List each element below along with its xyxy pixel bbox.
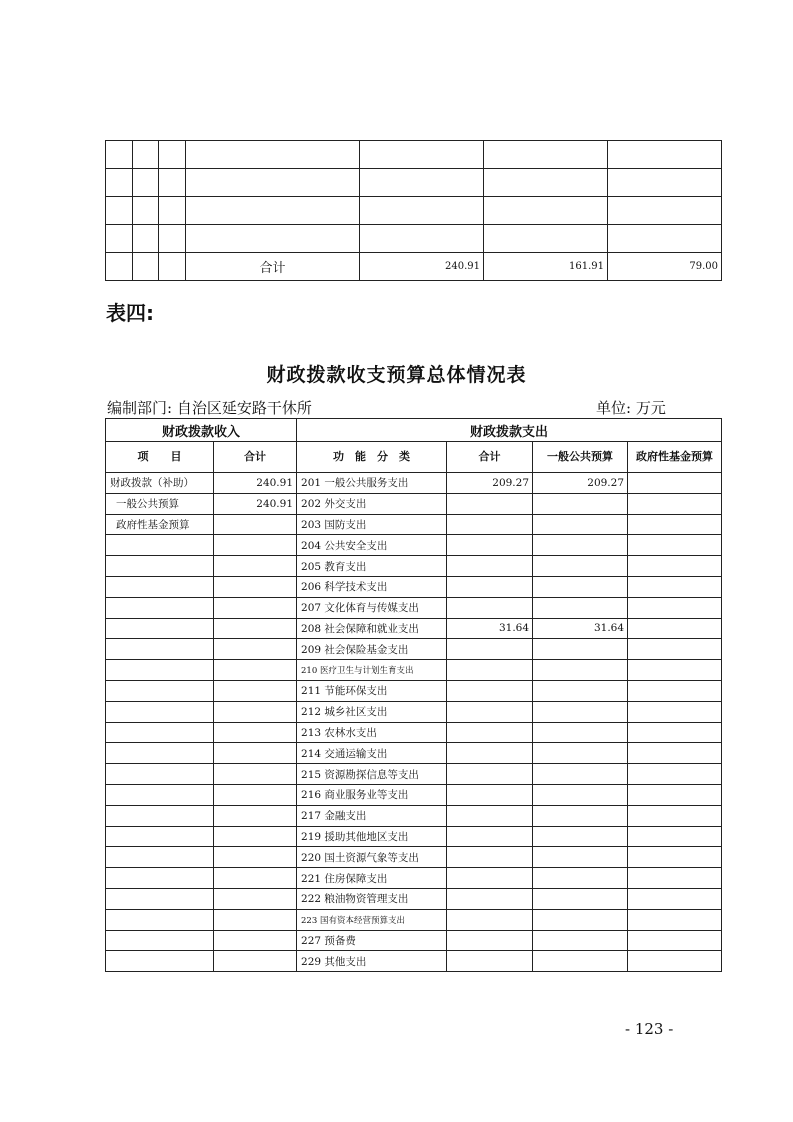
col-header-general-budget: 一般公共预算 (533, 442, 628, 473)
income-item (106, 805, 214, 826)
expense-fund-budget (628, 847, 722, 868)
table-cell (159, 141, 186, 169)
table-cell (106, 197, 133, 225)
expense-fund-budget (628, 805, 722, 826)
expense-fund-budget (628, 868, 722, 889)
income-total (214, 868, 297, 889)
expense-total (447, 514, 533, 535)
expense-general-budget (533, 930, 628, 951)
income-item (106, 847, 214, 868)
income-item (106, 909, 214, 930)
expense-general-budget (533, 556, 628, 577)
table-row (106, 826, 722, 847)
table-cell (159, 169, 186, 197)
table-cell (159, 253, 186, 281)
expense-total (447, 680, 533, 701)
table-row (106, 680, 722, 701)
expense-category: 219 援助其他地区支出 (297, 826, 447, 847)
expense-category: 211 节能环保支出 (297, 680, 447, 701)
expense-fund-budget (628, 597, 722, 618)
table-cell (106, 225, 133, 253)
expense-category: 205 教育支出 (297, 556, 447, 577)
table-cell (484, 141, 608, 169)
expense-total (447, 951, 533, 972)
expense-general-budget (533, 764, 628, 785)
expense-total (447, 764, 533, 785)
expense-group-header: 财政拨款支出 (297, 419, 722, 442)
expense-fund-budget (628, 826, 722, 847)
table-row (106, 847, 722, 868)
expense-total (447, 597, 533, 618)
expense-fund-budget (628, 930, 722, 951)
table-cell (186, 197, 360, 225)
table-cell (360, 225, 484, 253)
expense-general-budget (533, 660, 628, 681)
expense-total (447, 805, 533, 826)
expense-general-budget (533, 514, 628, 535)
expense-category: 229 其他支出 (297, 951, 447, 972)
table-title: 财政拨款收支预算总体情况表 (266, 364, 527, 386)
table-cell (133, 253, 159, 281)
income-total (214, 680, 297, 701)
expense-category: 208 社会保障和就业支出 (297, 618, 447, 639)
expense-fund-budget (628, 701, 722, 722)
table-cell (484, 169, 608, 197)
expense-fund-budget (628, 618, 722, 639)
expense-fund-budget (628, 556, 722, 577)
col-header-category: 功 能 分 类 (297, 442, 447, 473)
column-header-row (106, 442, 722, 473)
expense-total (447, 847, 533, 868)
table-row (106, 639, 722, 660)
expense-general-budget (533, 805, 628, 826)
income-total (214, 826, 297, 847)
expense-general-budget (533, 639, 628, 660)
expense-category: 202 外交支出 (297, 493, 447, 514)
expense-total (447, 784, 533, 805)
table-row (106, 473, 722, 494)
expense-total (447, 639, 533, 660)
table-row (106, 493, 722, 514)
table-row (106, 909, 722, 930)
expense-fund-budget (628, 514, 722, 535)
table-cell (360, 141, 484, 169)
expense-category: 212 城乡社区支出 (297, 701, 447, 722)
expense-category: 206 科学技术支出 (297, 576, 447, 597)
expense-total (447, 743, 533, 764)
table-cell (159, 225, 186, 253)
income-item (106, 764, 214, 785)
expense-fund-budget (628, 909, 722, 930)
table-label: 表四: (106, 301, 154, 325)
income-total (214, 784, 297, 805)
income-total (214, 660, 297, 681)
expense-total (447, 660, 533, 681)
income-total (214, 930, 297, 951)
income-total (214, 743, 297, 764)
table-row (106, 576, 722, 597)
expense-category: 222 粮油物资管理支出 (297, 888, 447, 909)
income-item (106, 639, 214, 660)
income-total (214, 888, 297, 909)
income-item: 一般公共预算 (106, 493, 214, 514)
expense-category: 213 农林水支出 (297, 722, 447, 743)
expense-fund-budget (628, 660, 722, 681)
table-cell (484, 197, 608, 225)
income-item (106, 826, 214, 847)
expense-category: 210 医疗卫生与计划生育支出 (297, 660, 447, 681)
top-table-fragment (105, 140, 722, 281)
expense-total (447, 868, 533, 889)
income-total (214, 556, 297, 577)
income-total (214, 805, 297, 826)
expense-fund-budget (628, 888, 722, 909)
table-row (106, 888, 722, 909)
table-cell (133, 141, 159, 169)
table-cell (186, 141, 360, 169)
expense-category: 214 交通运输支出 (297, 743, 447, 764)
expense-fund-budget (628, 680, 722, 701)
table-cell (608, 141, 722, 169)
income-total (214, 639, 297, 660)
expense-general-budget (533, 576, 628, 597)
expense-total: 31.64 (447, 618, 533, 639)
table-row (106, 514, 722, 535)
table-row (106, 784, 722, 805)
expense-general-budget (533, 951, 628, 972)
income-item (106, 701, 214, 722)
table-row (106, 535, 722, 556)
table-cell (484, 225, 608, 253)
table-cell (608, 169, 722, 197)
expense-general-budget (533, 722, 628, 743)
expense-fund-budget (628, 473, 722, 494)
income-item (106, 888, 214, 909)
expense-category: 204 公共安全支出 (297, 535, 447, 556)
income-item (106, 743, 214, 764)
expense-fund-budget (628, 535, 722, 556)
table-row (106, 597, 722, 618)
table-cell (106, 169, 133, 197)
table-cell (106, 141, 133, 169)
expense-total (447, 556, 533, 577)
income-total (214, 535, 297, 556)
expense-total (447, 888, 533, 909)
table-row (106, 868, 722, 889)
income-item (106, 951, 214, 972)
income-total (214, 576, 297, 597)
income-total: 240.91 (214, 473, 297, 494)
income-total (214, 618, 297, 639)
expense-general-budget (533, 680, 628, 701)
expense-fund-budget (628, 576, 722, 597)
income-total (214, 909, 297, 930)
expense-general-budget (533, 826, 628, 847)
expense-general-budget (533, 597, 628, 618)
expense-category: 216 商业服务业等支出 (297, 784, 447, 805)
table-cell (186, 169, 360, 197)
table-cell (360, 197, 484, 225)
income-item (106, 556, 214, 577)
expense-fund-budget (628, 639, 722, 660)
budget-table (105, 418, 722, 972)
expense-total: 209.27 (447, 473, 533, 494)
expense-fund-budget (628, 743, 722, 764)
expense-category: 207 文化体育与传媒支出 (297, 597, 447, 618)
expense-fund-budget (628, 951, 722, 972)
col-header-item: 项 目 (106, 442, 214, 473)
expense-general-budget (533, 743, 628, 764)
expense-fund-budget (628, 764, 722, 785)
total-value: 161.91 (484, 253, 608, 281)
income-item (106, 618, 214, 639)
table-row (106, 141, 722, 169)
expense-general-budget: 209.27 (533, 473, 628, 494)
department-label: 编制部门: 自治区延安路干休所 (107, 399, 312, 417)
expense-general-budget (533, 784, 628, 805)
table-cell (360, 169, 484, 197)
expense-general-budget (533, 535, 628, 556)
expense-category: 227 预备费 (297, 930, 447, 951)
table-cell (133, 169, 159, 197)
expense-general-budget (533, 701, 628, 722)
expense-total (447, 826, 533, 847)
table-row (106, 169, 722, 197)
expense-category: 201 一般公共服务支出 (297, 473, 447, 494)
income-total (214, 951, 297, 972)
income-item: 政府性基金预算 (106, 514, 214, 535)
expense-category: 215 资源勘探信息等支出 (297, 764, 447, 785)
income-group-header: 财政拨款收入 (106, 419, 297, 442)
income-item (106, 930, 214, 951)
table-cell (608, 197, 722, 225)
table-cell (186, 225, 360, 253)
expense-category: 223 国有资本经营预算支出 (297, 909, 447, 930)
total-value: 79.00 (608, 253, 722, 281)
table-row (106, 618, 722, 639)
expense-total (447, 930, 533, 951)
total-label: 合计 (186, 253, 360, 281)
expense-category: 217 金融支出 (297, 805, 447, 826)
expense-total (447, 576, 533, 597)
table-cell (133, 225, 159, 253)
income-total (214, 514, 297, 535)
income-item (106, 597, 214, 618)
table-row (106, 743, 722, 764)
income-item: 财政拨款（补助） (106, 473, 214, 494)
income-total: 240.91 (214, 493, 297, 514)
income-item (106, 576, 214, 597)
table-row (106, 951, 722, 972)
table-row (106, 660, 722, 681)
expense-category: 220 国土资源气象等支出 (297, 847, 447, 868)
income-total (214, 597, 297, 618)
expense-fund-budget (628, 784, 722, 805)
income-total (214, 847, 297, 868)
table-cell (133, 197, 159, 225)
expense-category: 221 住房保障支出 (297, 868, 447, 889)
expense-general-budget (533, 868, 628, 889)
total-row (106, 253, 722, 281)
table-row (106, 197, 722, 225)
col-header-income-total: 合计 (214, 442, 297, 473)
income-item (106, 722, 214, 743)
expense-category: 209 社会保险基金支出 (297, 639, 447, 660)
income-total (214, 701, 297, 722)
table-row (106, 701, 722, 722)
income-item (106, 868, 214, 889)
table-cell (106, 253, 133, 281)
income-item (106, 660, 214, 681)
col-header-fund-budget: 政府性基金预算 (628, 442, 722, 473)
expense-fund-budget (628, 722, 722, 743)
group-header-row (106, 419, 722, 442)
table-cell (608, 225, 722, 253)
table-row (106, 764, 722, 785)
income-item (106, 535, 214, 556)
expense-total (447, 701, 533, 722)
income-total (214, 764, 297, 785)
table-row (106, 556, 722, 577)
total-value: 240.91 (360, 253, 484, 281)
expense-total (447, 535, 533, 556)
income-total (214, 722, 297, 743)
expense-general-budget: 31.64 (533, 618, 628, 639)
table-cell (159, 197, 186, 225)
table-row (106, 722, 722, 743)
income-item (106, 784, 214, 805)
expense-general-budget (533, 909, 628, 930)
table-row (106, 225, 722, 253)
expense-category: 203 国防支出 (297, 514, 447, 535)
table-row (106, 805, 722, 826)
expense-total (447, 909, 533, 930)
col-header-expense-total: 合计 (447, 442, 533, 473)
unit-label: 单位: 万元 (596, 399, 666, 417)
expense-general-budget (533, 888, 628, 909)
expense-total (447, 722, 533, 743)
page-number: - 123 - (625, 1020, 674, 1038)
expense-fund-budget (628, 493, 722, 514)
expense-total (447, 493, 533, 514)
expense-general-budget (533, 493, 628, 514)
expense-general-budget (533, 847, 628, 868)
table-row (106, 930, 722, 951)
income-item (106, 680, 214, 701)
